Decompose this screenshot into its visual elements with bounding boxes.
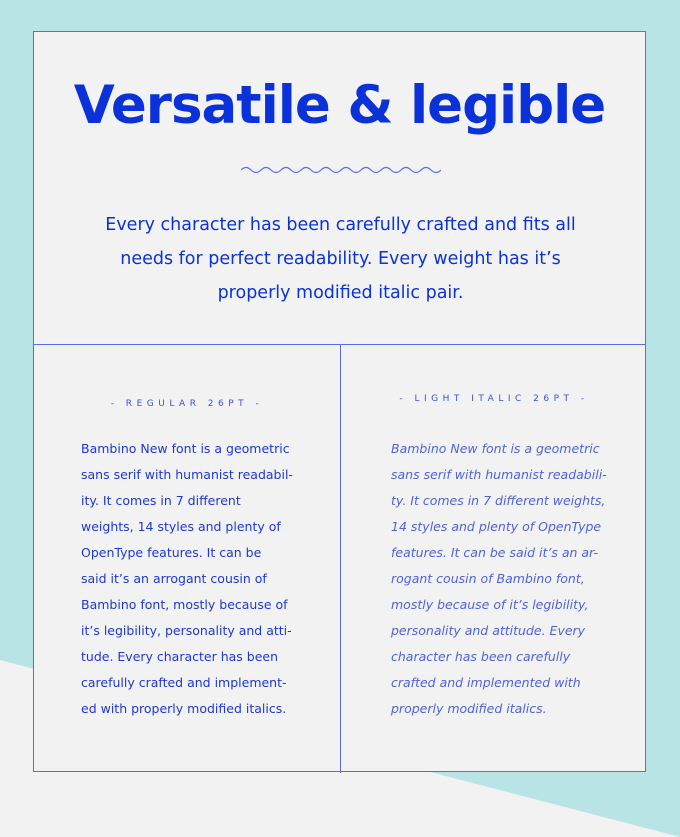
regular-style-label: - REGULAR 26PT - [110, 399, 264, 409]
sample-line: it’s legibility, personality and atti- [81, 623, 292, 638]
intro-line: Every character has been carefully crafted and fits all [105, 215, 576, 235]
sample-line: said it’s an arrogant cousin of [81, 571, 267, 586]
sample-line: Bambino New font is a geometric [81, 441, 290, 456]
headline: Versatile & legible [73, 75, 606, 136]
intro-line: needs for perfect readability. Every weight has it’s [120, 249, 561, 269]
sample-line: character has been carefully [391, 649, 571, 664]
sample-line: 14 styles and plenty of OpenType [391, 519, 602, 534]
sample-line: sans serif with humanist readabili- [391, 467, 607, 482]
hero-section [34, 32, 645, 345]
sample-line: weights, 14 styles and plenty of [81, 519, 281, 534]
specimen-card [33, 31, 646, 772]
sample-line: Bambino font, mostly because of [81, 597, 288, 612]
sample-line: rogant cousin of Bambino font, [391, 571, 585, 586]
wave-divider-icon [241, 164, 441, 176]
sample-line: tude. Every character has been [81, 649, 279, 664]
intro-paragraph [64, 208, 617, 310]
sample-line: ed with properly modified italics. [81, 701, 287, 716]
sample-line: Bambino New font is a geometric [391, 441, 600, 456]
light-italic-style-label: - LIGHT ITALIC 26PT - [399, 394, 589, 404]
sample-line: properly modified italics. [391, 701, 547, 716]
sample-line: ity. It comes in 7 different [81, 493, 241, 508]
sample-line: mostly because of it’s legibility, [391, 597, 589, 612]
light-italic-sample-text [391, 436, 626, 722]
regular-sample-text [81, 436, 321, 722]
sample-line: features. It can be said it’s an ar- [391, 545, 599, 560]
sample-line: ty. It comes in 7 different weights, [391, 493, 606, 508]
sample-line: sans serif with humanist readabil- [81, 467, 293, 482]
regular-sample-column [34, 345, 341, 773]
sample-line: carefully crafted and implement- [81, 675, 287, 690]
light-italic-sample-column [341, 345, 647, 773]
intro-line: properly modified italic pair. [217, 283, 464, 303]
sample-line: OpenType features. It can be [81, 545, 262, 560]
sample-line: personality and attitude. Every [391, 623, 586, 638]
sample-line: crafted and implemented with [391, 675, 581, 690]
